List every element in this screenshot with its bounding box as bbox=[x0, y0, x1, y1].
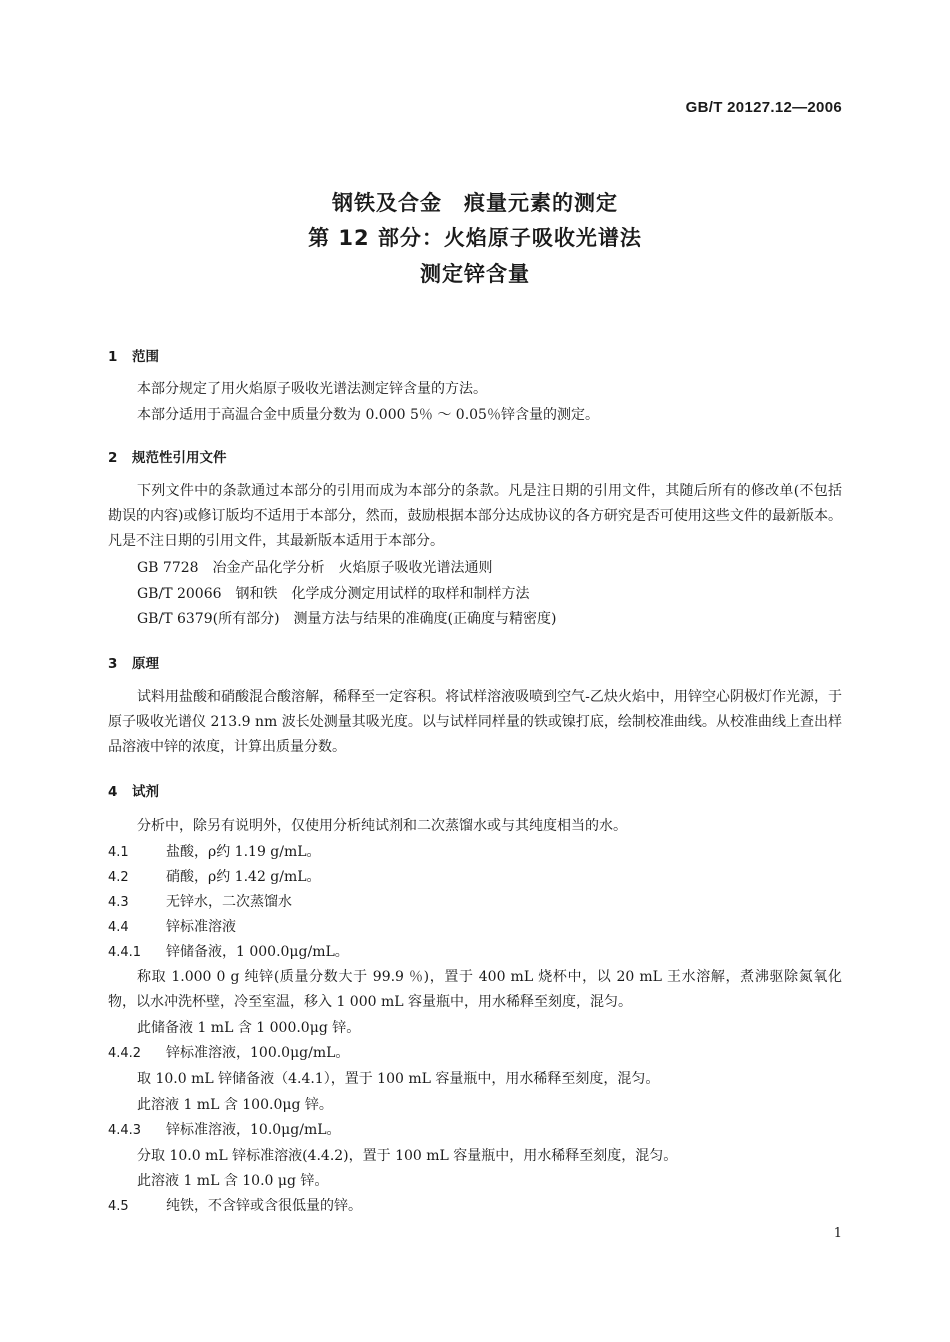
section-title: 规范性引用文件 bbox=[132, 450, 227, 466]
section-3-heading bbox=[108, 652, 159, 672]
standard-number: GB/T 20127.12—2006 bbox=[685, 99, 842, 116]
item-4-4-3-procedure: 分取 10.0 mL 锌标准溶液(4.4.2)，置于 100 mL 容量瓶中，用水稀释至刻度，混匀。 bbox=[137, 1148, 678, 1164]
item-4-4-3-note: 此溶液 1 mL 含 10.0 μg 锌。 bbox=[137, 1173, 329, 1189]
references-paragraph: 下列文件中的条款通过本部分的引用而成为本部分的条款。凡是注日期的引用文件，其随后所有的修改单(不包括勘误的内容)或修订版均不适用于本部分，然而，鼓励根据本部分达成协议的各方研究是否可使用这些文件的最新版本。凡是不注日期的引用文件，其最新版本适用于本部分。 bbox=[108, 483, 842, 549]
section-number: 2 bbox=[108, 450, 118, 466]
item-text: 纯铁，不含锌或含很低量的锌。 bbox=[166, 1198, 362, 1214]
reagents-intro: 分析中，除另有说明外，仅使用分析纯试剂和二次蒸馏水或与其纯度相当的水。 bbox=[137, 818, 627, 834]
item-4-4-1-procedure: 称取 1.000 0 g 纯锌(质量分数大于 99.9 ％)，置于 400 mL 烧杯中，以 20 mL 王水溶解，煮沸驱除氮氧化物，以水冲洗杯壁，冷至室温，移入 1 000 mL 容量瓶中，用水稀释至刻度，混匀。 bbox=[108, 969, 842, 1010]
item-text: 锌标准溶液，10.0μg/mL。 bbox=[166, 1122, 341, 1138]
item-4-5 bbox=[108, 1194, 362, 1219]
item-text: 锌标准溶液 bbox=[166, 919, 236, 935]
scope-paragraph-2: 本部分适用于高温合金中质量分数为 0.000 5％ ～ 0.05％锌含量的测定。 bbox=[137, 407, 599, 423]
reference-gbt6379: GB/T 6379(所有部分) 测量方法与结果的准确度(正确度与精密度) bbox=[137, 611, 557, 627]
page-number: 1 bbox=[833, 1226, 842, 1241]
item-number: 4.2 bbox=[108, 870, 129, 885]
item-number: 4.4.3 bbox=[108, 1123, 142, 1138]
item-4-4-2 bbox=[108, 1041, 349, 1066]
section-title: 范围 bbox=[132, 349, 159, 365]
item-number: 4.4 bbox=[108, 920, 129, 935]
title-line-2: 第 12 部分：火焰原子吸收光谱法 bbox=[308, 226, 642, 250]
reference-gb7728: GB 7728 冶金产品化学分析 火焰原子吸收光谱法通则 bbox=[137, 560, 493, 576]
section-number: 1 bbox=[108, 349, 118, 365]
item-text: 锌标准溶液，100.0μg/mL。 bbox=[166, 1045, 350, 1061]
item-4-2 bbox=[108, 865, 321, 890]
item-text: 无锌水，二次蒸馏水 bbox=[166, 894, 292, 910]
item-4-4-1-note: 此储备液 1 mL 含 1 000.0μg 锌。 bbox=[137, 1020, 361, 1036]
item-number: 4.4.1 bbox=[108, 945, 142, 960]
section-1-heading bbox=[108, 345, 159, 365]
item-4-4 bbox=[108, 915, 236, 940]
principle-paragraph: 试料用盐酸和硝酸混合酸溶解，稀释至一定容积。将试样溶液吸喷到空气-乙炔火焰中，用锌空心阴极灯作光源，于原子吸收光谱仪 213.9 nm 波长处测量其吸光度。以与试样同样量的铁或镍打底，绘制校准曲线。从校准曲线上查出样品溶液中锌的浓度，计算出质量分数。 bbox=[108, 689, 842, 755]
section-title: 原理 bbox=[132, 656, 159, 672]
item-4-1 bbox=[108, 840, 321, 865]
item-text: 硝酸，ρ约 1.42 g/mL。 bbox=[166, 869, 321, 885]
item-text: 锌储备液，1 000.0μg/mL。 bbox=[166, 944, 349, 960]
item-number: 4.1 bbox=[108, 845, 129, 860]
item-4-4-3 bbox=[108, 1118, 341, 1143]
section-number: 3 bbox=[108, 656, 118, 672]
section-2-heading bbox=[108, 446, 227, 466]
item-number: 4.5 bbox=[108, 1199, 129, 1214]
section-4-heading bbox=[108, 780, 159, 800]
section-number: 4 bbox=[108, 784, 118, 800]
scope-paragraph-1: 本部分规定了用火焰原子吸收光谱法测定锌含量的方法。 bbox=[137, 381, 487, 397]
title-line-1: 钢铁及合金 痕量元素的测定 bbox=[332, 191, 618, 215]
section-title: 试剂 bbox=[132, 784, 159, 800]
item-4-4-2-procedure: 取 10.0 mL 锌储备液（4.4.1），置于 100 mL 容量瓶中，用水稀释至刻度，混匀。 bbox=[137, 1071, 660, 1087]
title-line-3: 测定锌含量 bbox=[420, 262, 530, 286]
item-text: 盐酸，ρ约 1.19 g/mL。 bbox=[166, 844, 321, 860]
item-4-3 bbox=[108, 890, 292, 915]
item-4-4-2-note: 此溶液 1 mL 含 100.0μg 锌。 bbox=[137, 1097, 333, 1113]
item-number: 4.3 bbox=[108, 895, 129, 910]
reference-gbt20066: GB/T 20066 钢和铁 化学成分测定用试样的取样和制样方法 bbox=[137, 586, 530, 602]
item-number: 4.4.2 bbox=[108, 1046, 142, 1061]
item-4-4-1 bbox=[108, 940, 349, 965]
